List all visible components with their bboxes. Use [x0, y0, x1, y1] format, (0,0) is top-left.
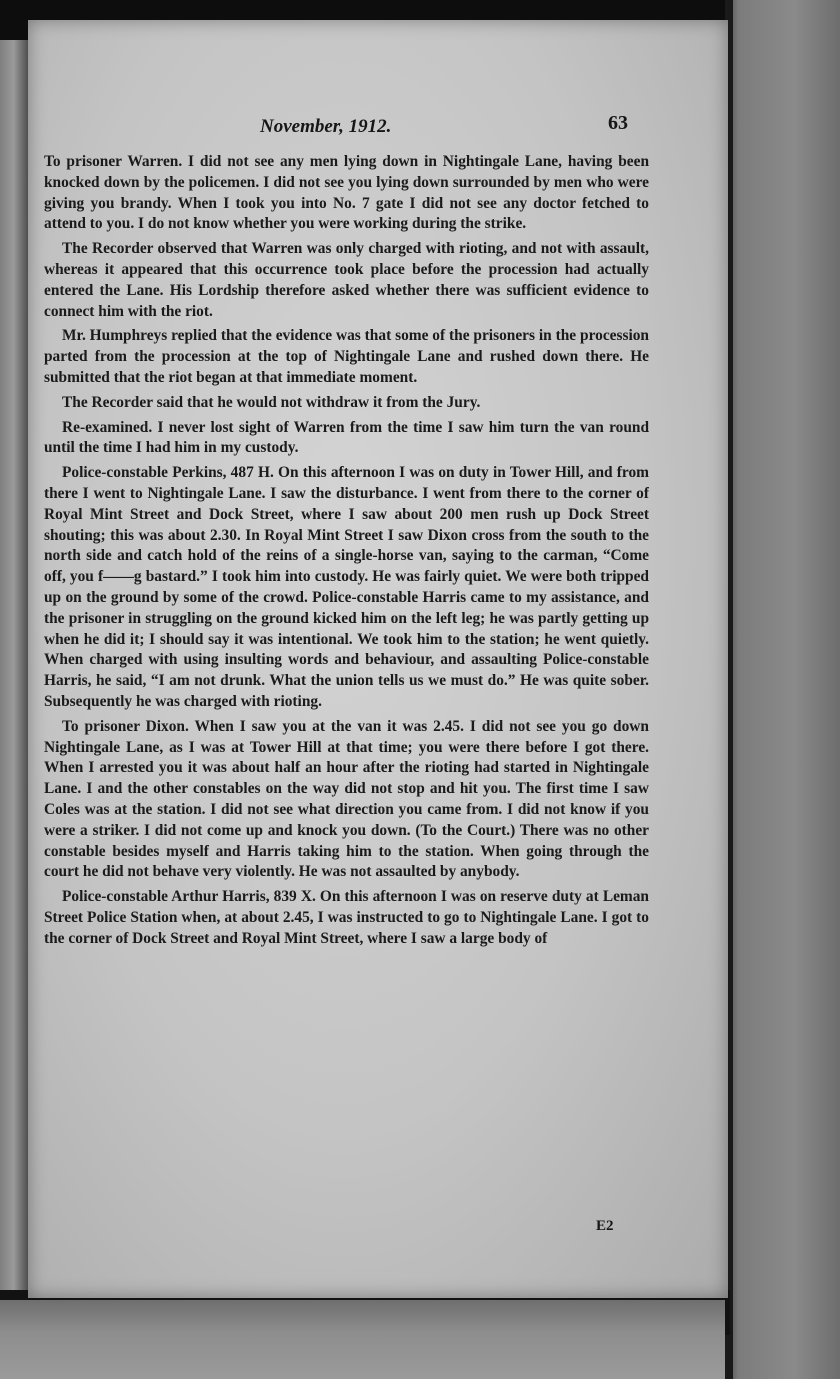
paragraph: Police-constable Perkins, 487 H. On this afternoon I was on duty in Tower Hill, and from there I went to Nightingale Lane. I saw the disturbance. I went from there to the corner of Royal Mint Street and Dock Street, where I saw about 200 men rush up Dock Street shouting; this was about 2.30. In Royal Mint Street I saw Dixon cross from the south to the north side and catch hold of the reins of a single-horse van, saying to the carman, “Come off, you f——g bastard.” I took him into custody. He was fairly quiet. We were both tripped up on the ground by some of the crowd. Police-constable Harris came to my assistance, and the prisoner in struggling on the ground kicked him on the left leg; he was partly getting up when he did it; I should say it was intentional. We took him to the station; he went quietly. When charged with using insulting words and behaviour, and assaulting Police-constable Harris, he said, “I am not drunk. What the union tells us we must do.” He was quite sober. Subsequently he was charged with rioting. [44, 464, 649, 710]
scan-backdrop-bottom [0, 1300, 725, 1379]
paragraph: Police-constable Arthur Harris, 839 X. On this afternoon I was on reserve duty at Leman Street Police Station when, at about 2.45, I was instructed to go to Nightingale Lane. I got to the corner of Dock Street and Royal Mint Street, where I saw a large body of [44, 888, 649, 947]
body-text [44, 152, 649, 1232]
running-head: November, 1912. [260, 116, 392, 137]
scan-backdrop-right [725, 0, 840, 1379]
paragraph: To prisoner Dixon. When I saw you at the van it was 2.45. I did not see you go down Nightingale Lane, as I was at Tower Hill at that time; you were there before I got there. When I arrested you it was about half an hour after the rioting had started in Nightingale Lane. I and the other constables on the way did not stop and hit you. The first time I saw Coles was at the station. I did not see what direction you came from. I did not know if you were a striker. I did not come up and knock you down. (To the Court.) There was no other constable besides myself and Harris taking him to the station. When going through the court he did not behave very violently. He was not assaulted by anybody. [44, 717, 649, 881]
paragraph: Re-examined. I never lost sight of Warren from the time I saw him turn the van round until the time I had him in my custody. [44, 418, 649, 457]
page-number: 63 [608, 112, 628, 134]
paragraph: Mr. Humphreys replied that the evidence was that some of the prisoners in the procession parted from the procession at the top of Nightingale Lane and rushed down there. He submitted that the riot began at that immediate moment. [44, 327, 649, 386]
book-page [28, 20, 728, 1298]
signature-mark: E2 [596, 1218, 614, 1234]
paragraph: The Recorder observed that Warren was only charged with rioting, and not with assault, whereas it appeared that this occurrence took place before the procession had actually entered the Lane. His Lordship therefore asked whether there was sufficient evidence to connect him with the riot. [44, 240, 649, 320]
paragraph: To prisoner Warren. I did not see any men lying down in Nightingale Lane, having been knocked down by the policemen. I did not see you lying down surrounded by men who were giving you brandy. When I took you into No. 7 gate I did not see any doctor fetched to attend to you. I do not know whether you were working during the strike. [44, 153, 649, 233]
paragraph: The Recorder said that he would not withdraw it from the Jury. [62, 393, 481, 411]
page-header [28, 112, 728, 146]
